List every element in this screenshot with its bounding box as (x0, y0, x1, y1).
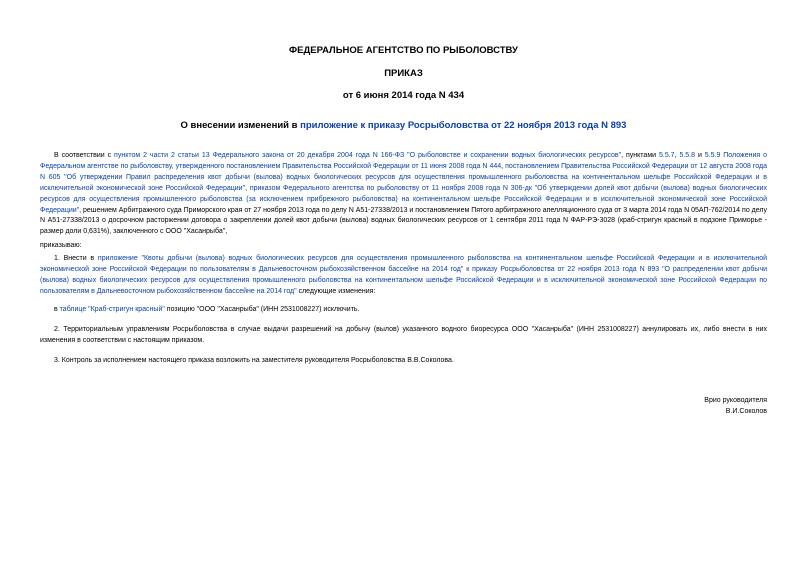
item-1-sub-text: позицию "ООО "Хасанрыба" (ИНН 2531008227) исключить. (164, 306, 360, 313)
preamble-text: , (501, 162, 506, 170)
signature-block (704, 395, 767, 417)
item-3-text: 3. Контроль за исполнением настоящего приказа возложить на заместителя руководителя Росрыболовства В.В.Соколова. (54, 357, 454, 364)
title-link[interactable]: приложение к приказу Росрыболовства от 22 ноября 2013 года N 893 (300, 120, 627, 131)
item-2-paragraph (40, 325, 767, 347)
item-1-paragraph (40, 254, 767, 298)
preamble-text: , (245, 184, 250, 192)
government-decree-link[interactable]: постановлением Правительства Российской Федерации от 12 августа 2008 года N 605 "Об утверждении Правил распределения квот добычи (вылова) водных биологических ресурсов для осуществления промышленного рыболовства на континентальном шельфе Российской Федерации и в исключительной экономической зоне Российской Федерации" (40, 162, 768, 192)
document-type-heading: ПРИКАЗ (384, 68, 423, 79)
clause-link-5-5-7[interactable]: 5.5.7 (658, 152, 675, 159)
order-word: приказываю: (40, 242, 82, 249)
regulation-link[interactable]: 5.5.9 Положения о Федеральном агентстве по рыболовству, утвержденного постановлением Правительства Российской Федерации от 11 июня 2008 года N 444 (40, 152, 767, 170)
preamble-text: , решением Арбитражного суда Приморского края от 27 ноября 2013 года по делу N А51-27338/2013 и постановлением Пятого арбитражного апелляционного суда от 3 марта 2014 года N 05АП-762/2014 по делу N А51-27338/2013 о досрочном расторжении договора о закреплении долей квот добычи (вылова) водных биологических ресурсов от 1 сентября 2011 года N ФАР-РЭ-3028 (краб-стригун красный в подзоне Приморье - размер доли 0,631%), заключенного с ООО "Хасанрыба", (40, 206, 767, 236)
appendix-link[interactable]: приложение "Квоты добычи (вылова) водных биологических ресурсов для осуществления промышленного рыболовства на континентальном шельфе Российской Федерации и в исключительной экономической зоне Российской Федерации по пользователям в Дальневосточном рыбохозяйственном бассейне на 2014 год" к приказу Росрыболовства от 22 ноября 2013 года N 893 "О распределении квот добычи (вылова) водных биологических ресурсов для осуществления промышленного рыболовства на континентальном шельфе Российской Федерации и в исключительной экономической зоне Российской Федерации по пользователям в Дальневосточном рыбохозяйственном бассейне на 2014 год" (40, 255, 768, 295)
preamble-text: и (695, 152, 705, 159)
item-2-text: 2. Территориальным управлениям Росрыболовства в случае выдачи разрешений на добычу (вылов) указанного водного биоресурса ООО "Хасанрыба" (ИНН 2531008227) аннулировать их, либо внести в них изменения в соответствии с настоящим приказом. (40, 326, 767, 344)
crab-table-link[interactable]: таблице "Краб-стригун красный" (59, 306, 165, 313)
signatory-name: В.И.Соколов (725, 408, 767, 415)
item-1-text: 1. Внести в (54, 255, 98, 262)
item-1-text: следующие изменения: (296, 287, 376, 295)
preamble-text: , пунктами (621, 152, 659, 159)
preamble-text: , (674, 152, 680, 159)
document-date-heading: от 6 июня 2014 года N 434 (342, 90, 465, 101)
signatory-position: Врио руководителя (704, 397, 767, 404)
agency-heading: ФЕДЕРАЛЬНОЕ АГЕНТСТВО ПО РЫБОЛОВСТВУ (289, 45, 518, 56)
item-1-subparagraph (40, 305, 767, 316)
item-3-paragraph (40, 356, 767, 367)
law-link[interactable]: пунктом 2 части 2 статьи 13 Федерального закона от 20 декабря 2004 года N 166-ФЗ "О рыболовстве и сохранении водных биологических ресурсов" (114, 152, 622, 159)
title-prefix: О внесении изменений в (180, 120, 301, 131)
agency-order-link[interactable]: приказом Федерального агентства по рыболовству от 11 ноября 2008 года N 306-дк "Об утверждении долей квот добычи (вылова) водных биологических ресурсов для осуществления промышленного рыболовства (за исключением прибрежного рыболовства) на континентальном шельфе Российской Федерации и в исключительной экономической зоне Российской Федерации" (40, 184, 767, 214)
item-1-sub-text: в (54, 306, 60, 313)
clause-link-5-5-8[interactable]: 5.5.8 (679, 152, 696, 159)
preamble-paragraph (40, 151, 767, 238)
preamble-text: В соответствии с (54, 152, 115, 159)
document-title (0, 120, 807, 132)
